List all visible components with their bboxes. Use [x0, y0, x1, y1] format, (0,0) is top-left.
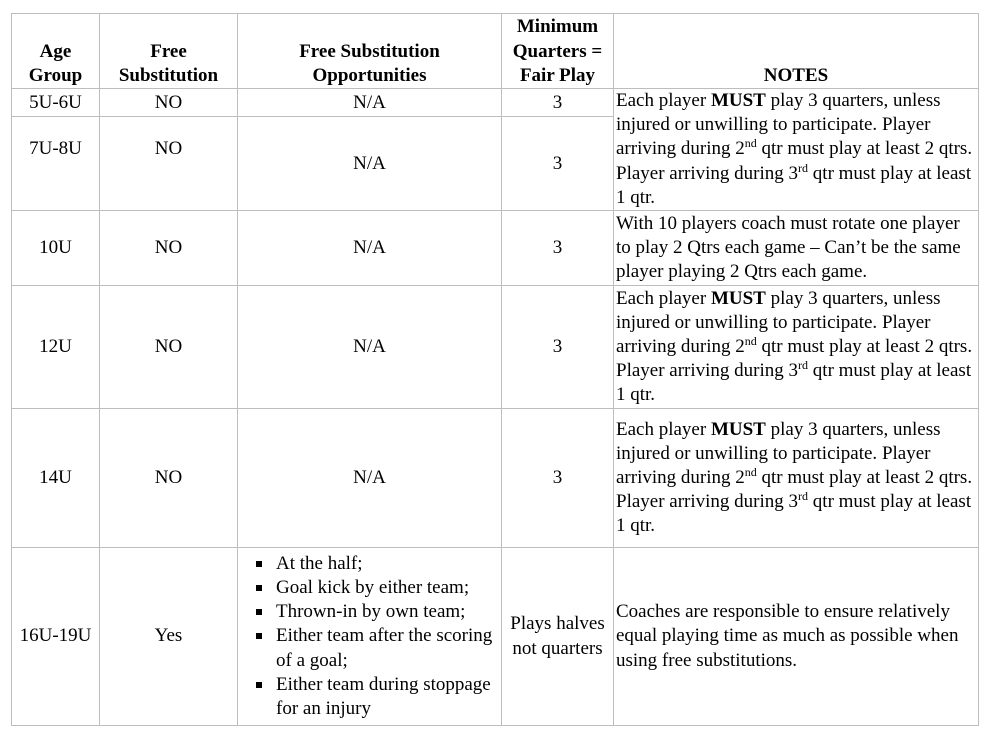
- list-item: Thrown-in by own team;: [256, 600, 499, 624]
- must-emphasis: MUST: [710, 287, 766, 309]
- opportunities-cell: [238, 548, 502, 726]
- table-row: [12, 286, 979, 409]
- table-row: [12, 89, 979, 117]
- opportunities-cell: N/A: [238, 117, 502, 211]
- free-substitution-cell: NO: [100, 409, 238, 548]
- must-emphasis: MUST: [710, 418, 766, 440]
- opportunities-cell: N/A: [238, 409, 502, 548]
- minimum-quarters-cell: 3: [502, 286, 614, 409]
- minimum-quarters-cell: 3: [502, 409, 614, 548]
- opportunities-cell: N/A: [238, 89, 502, 117]
- age-group-cell: 14U: [12, 409, 100, 548]
- free-substitution-cell: Yes: [100, 548, 238, 726]
- substitution-opportunities-list: [240, 552, 499, 721]
- table-row: [12, 409, 979, 548]
- free-substitution-cell: NO: [100, 117, 238, 211]
- notes-cell: Coaches are responsible to ensure relatively equal playing time as much as possible when using free substitutions.: [614, 548, 979, 726]
- list-item: Either team during stoppage for an injury: [256, 673, 499, 721]
- free-substitution-cell: NO: [100, 211, 238, 286]
- minimum-quarters-cell: 3: [502, 211, 614, 286]
- opportunities-cell: N/A: [238, 211, 502, 286]
- list-item: At the half;: [256, 552, 499, 576]
- list-item: Goal kick by either team;: [256, 576, 499, 600]
- header-age-group: Age Group: [12, 14, 100, 89]
- fair-play-table: [11, 13, 979, 726]
- table-row: [12, 548, 979, 726]
- header-free-substitution-opportunities: Free Substitution Opportunities: [238, 14, 502, 89]
- minimum-quarters-cell: Plays halves not quarters: [502, 548, 614, 726]
- age-group-cell: 12U: [12, 286, 100, 409]
- opportunities-cell: N/A: [238, 286, 502, 409]
- header-minimum-quarters: Minimum Quarters = Fair Play: [502, 14, 614, 89]
- age-group-cell: 16U-19U: [12, 548, 100, 726]
- table-row: [12, 211, 979, 286]
- age-group-cell: 10U: [12, 211, 100, 286]
- free-substitution-cell: NO: [100, 89, 238, 117]
- minimum-quarters-cell: 3: [502, 117, 614, 211]
- notes-cell: Each player MUST play 3 quarters, unless injured or unwilling to participate. Player arriving during 2nd qtr must play at least 2 qtrs. Player arriving during 3rd qtr must play at least 1 qtr.: [614, 286, 979, 409]
- age-group-cell: 7U-8U: [12, 117, 100, 211]
- minimum-quarters-cell: 3: [502, 89, 614, 117]
- free-substitution-cell: NO: [100, 286, 238, 409]
- notes-cell: With 10 players coach must rotate one player to play 2 Qtrs each game – Can’t be the same player playing 2 Qtrs each game.: [614, 211, 979, 286]
- header-free-substitution: Free Substitution: [100, 14, 238, 89]
- list-item: Either team after the scoring of a goal;: [256, 624, 499, 672]
- header-row: [12, 14, 979, 89]
- header-notes: NOTES: [614, 14, 979, 89]
- notes-cell: Each player MUST play 3 quarters, unless injured or unwilling to participate. Player arriving during 2nd qtr must play at least 2 qtrs. Player arriving during 3rd qtr must play at least 1 qtr.: [614, 89, 979, 211]
- must-emphasis: MUST: [710, 90, 766, 111]
- age-group-cell: 5U-6U: [12, 89, 100, 117]
- notes-cell: Each player MUST play 3 quarters, unless injured or unwilling to participate. Player arriving during 2nd qtr must play at least 2 qtrs. Player arriving during 3rd qtr must play at least 1 qtr.: [614, 409, 979, 548]
